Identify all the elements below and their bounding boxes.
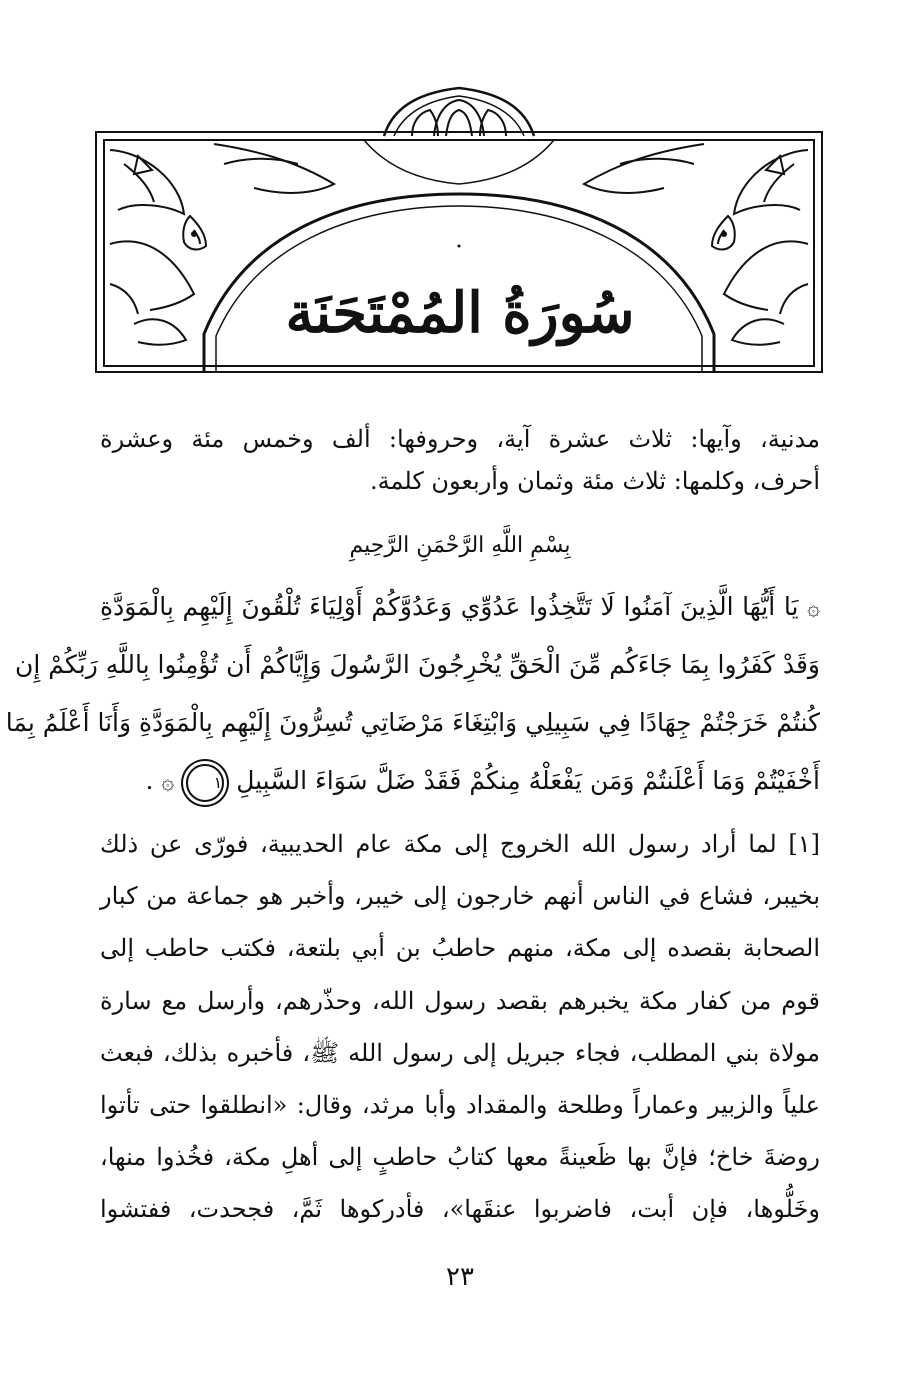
intro-line: أحرف، وكلمها: ثلاث مئة وثمان وأربعون كلمة.	[370, 467, 820, 495]
basmala: بِسْمِ اللَّهِ الرَّحْمَنِ الرَّحِيمِ	[349, 533, 571, 558]
commentary-line: وخَلُّوها، فإن أبت، فاضربوا عنقَها»، فأدركوها ثَمَّ، فجحدت، ففتشوا	[100, 1195, 820, 1224]
page-number: ٢٣	[446, 1262, 474, 1292]
verse-line: كُنتُمْ خَرَجْتُمْ جِهَادًا فِي سَبِيلِي وَابْتِغَاءَ مَرْضَاتِي تُسِرُّونَ إِلَيْهِم بِالْمَوَدَّةِ وَأَنَا أَعْلَمُ بِمَا	[5, 708, 820, 737]
tafsir-commentary	[100, 818, 820, 1236]
commentary-line: قوم من كفار مكة يخبرهم بقصد رسول الله، وحذّرهم، وأرسل مع سارة	[100, 986, 820, 1015]
commentary-line: علياً والزبير وعماراً وطلحة والمقداد وأبا مرثد، وقال: «انطلقوا حتى تأتوا	[100, 1090, 820, 1119]
verse-end-period: .	[145, 766, 154, 795]
verse-line: وَقَدْ كَفَرُوا بِمَا جَاءَكُم مِّنَ الْحَقِّ يُخْرِجُونَ الرَّسُولَ وَإِيَّاكُمْ أَن تُؤْمِنُوا بِاللَّهِ رَبِّكُمْ إِن	[15, 650, 820, 679]
commentary-line: بخيبر، فشاع في الناس أنهم خارجون إلى خيبر، وأخبر هو جماعة من كبار	[100, 882, 820, 911]
verse-text: أَخْفَيْتُمْ وَمَا أَعْلَنتُمْ وَمَن يَفْعَلْهُ مِنكُمْ فَقَدْ ضَلَّ سَوَاءَ السَّبِيلِ	[236, 766, 820, 795]
intro-line: مدنية، وآيها: ثلاث عشرة آية، وحروفها: ألف وخمس مئة وعشرة	[100, 425, 820, 453]
verse-open-ornament-icon: ۞	[807, 595, 820, 621]
surah-title: سُورَةُ المُمْتَحَنَة	[285, 280, 635, 346]
surah-intro	[100, 418, 820, 502]
ayah-number-marker: ١	[186, 764, 224, 802]
quran-verse	[5, 578, 820, 810]
commentary-line: [١] لما أراد رسول الله الخروج إلى مكة عام الحديبية، فورّى عن ذلك	[100, 830, 820, 858]
commentary-line: روضةَ خاخ؛ فإنَّ بها ظَعينةً معها كتابُ حاطبٍ إلى أهلِ مكة، فخُذوا منها،	[100, 1143, 820, 1172]
commentary-line: مولاة بني المطلب، فجاء جبريل إلى رسول الله ﷺ، فأخبره بذلك، فبعث	[100, 1038, 820, 1067]
commentary-line: الصحابة بقصده إلى مكة، منهم حاطبُ بن أبي بلتعة، فكتب حاطب إلى	[100, 934, 820, 963]
verse-line	[100, 752, 820, 810]
verse-line	[100, 578, 820, 636]
verse-close-ornament-icon: ۞	[161, 769, 175, 795]
verse-text: يَا أَيُّهَا الَّذِينَ آمَنُوا لَا تَتَّخِذُوا عَدُوِّي وَعَدُوَّكُمْ أَوْلِيَاءَ تُلْقُونَ إِلَيْهِم بِالْمَوَدَّةِ	[100, 592, 799, 621]
